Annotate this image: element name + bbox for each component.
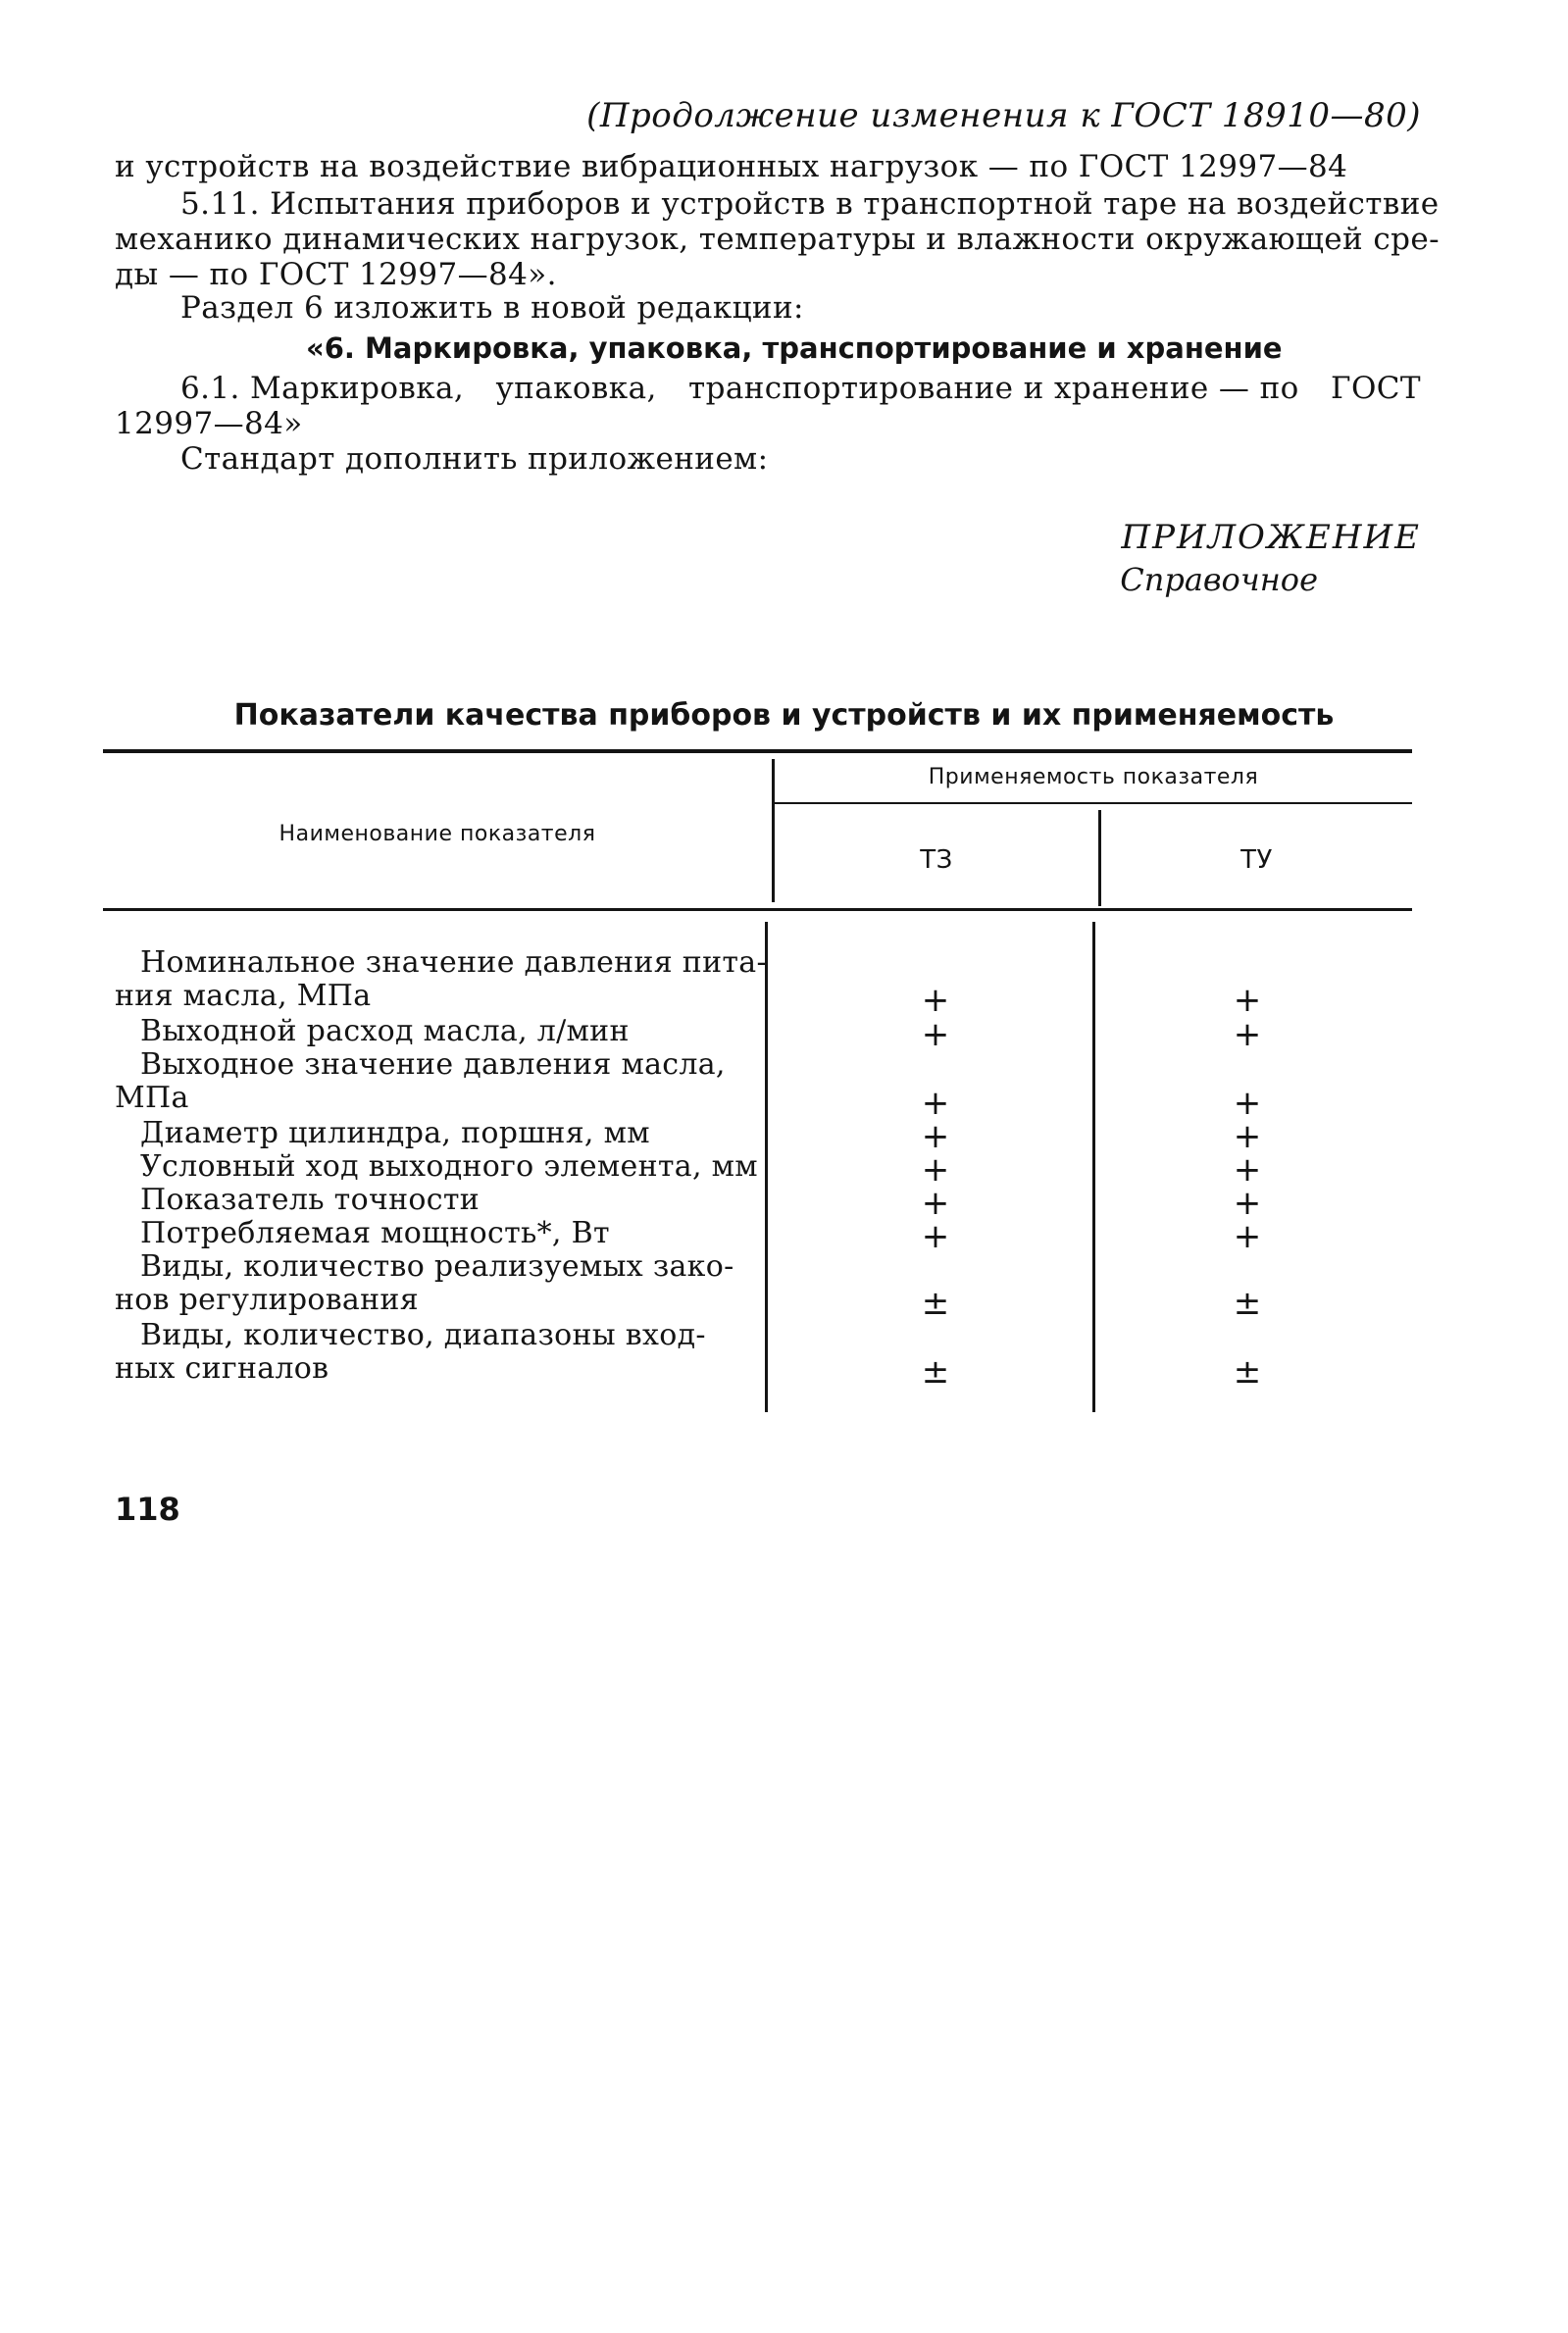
- row-5-tu-mark: +: [1233, 1150, 1262, 1190]
- body-line-8: Стандарт дополнить приложением:: [180, 441, 769, 477]
- row-9-line-1: Виды, количество, диапазоны вход-: [140, 1318, 706, 1352]
- table-title: Показатели качества приборов и устройств и их применяемость: [233, 698, 1335, 733]
- body-line-3: механико динамических нагрузок, температуры и влажности окружающей сре-: [115, 222, 1440, 257]
- body-vertical-divider-2: [1092, 922, 1095, 1412]
- body-line-7: 12997—84»: [115, 406, 303, 441]
- continuation-note: (Продолжение изменения к ГОСТ 18910—80): [586, 96, 1421, 135]
- body-line-4: ды — по ГОСТ 12997—84».: [115, 257, 557, 292]
- row-9-line-2: ных сигналов: [115, 1351, 329, 1386]
- row-5-line-1: Условный ход выходного элемента, мм: [140, 1149, 758, 1184]
- appendix-title: ПРИЛОЖЕНИЕ: [1121, 518, 1421, 557]
- row-6-tz-mark: +: [921, 1184, 950, 1223]
- row-1-tu-mark: +: [1233, 981, 1262, 1020]
- body-line-5: Раздел 6 изложить в новой редакции:: [180, 290, 804, 326]
- body-line-6-part-4: ГОСТ: [1331, 371, 1421, 406]
- table-top-rule: [103, 749, 1412, 753]
- row-1-line-1: Номинальное значение давления пита-: [140, 945, 767, 980]
- section-heading: «6. Маркировка, упаковка, транспортирование и хранение: [306, 331, 1283, 365]
- row-6-tu-mark: +: [1233, 1184, 1262, 1223]
- row-3-line-1: Выходное значение давления масла,: [140, 1047, 726, 1082]
- body-line-6-part-2: упаковка,: [495, 371, 657, 406]
- row-8-line-2: нов регулирования: [115, 1283, 419, 1317]
- row-4-tu-mark: +: [1233, 1117, 1262, 1156]
- header-col-tz: ТЗ: [920, 845, 953, 875]
- header-col-tu: ТУ: [1240, 845, 1273, 875]
- row-8-tu-mark: ±: [1233, 1284, 1262, 1323]
- page-number: 118: [115, 1491, 180, 1528]
- row-9-tu-mark: ±: [1233, 1352, 1262, 1392]
- row-2-line-1: Выходной расход масла, л/мин: [140, 1014, 630, 1048]
- body-line-6-part-1: 6.1. Маркировка,: [180, 371, 465, 406]
- header-name-column: Наименование показателя: [278, 822, 596, 846]
- row-1-line-2: ния масла, МПа: [115, 979, 372, 1013]
- body-line-6: [180, 371, 1421, 406]
- body-line-2: 5.11. Испытания приборов и устройств в транспортной таре на воздействие: [180, 186, 1440, 222]
- row-3-tu-mark: +: [1233, 1084, 1262, 1123]
- header-group-rule: [775, 802, 1412, 804]
- row-7-tu-mark: +: [1233, 1217, 1262, 1256]
- header-applicability-group: Применяемость показателя: [928, 765, 1259, 789]
- body-line-6-part-3: транспортирование и хранение — по: [688, 371, 1299, 406]
- row-8-line-1: Виды, количество реализуемых зако-: [140, 1249, 734, 1284]
- row-4-line-1: Диаметр цилиндра, поршня, мм: [140, 1116, 650, 1150]
- appendix-subtitle: Справочное: [1120, 561, 1318, 598]
- header-bottom-rule: [103, 908, 1412, 911]
- row-7-tz-mark: +: [921, 1217, 950, 1256]
- row-4-tz-mark: +: [921, 1117, 950, 1156]
- body-vertical-divider-1: [765, 922, 768, 1412]
- row-1-tz-mark: +: [921, 981, 950, 1020]
- row-7-line-1: Потребляемая мощность*, Вт: [140, 1216, 610, 1250]
- row-2-tu-mark: +: [1233, 1015, 1262, 1054]
- body-line-1: и устройств на воздействие вибрационных нагрузок — по ГОСТ 12997—84: [115, 149, 1348, 184]
- row-9-tz-mark: ±: [921, 1352, 950, 1392]
- row-3-tz-mark: +: [921, 1084, 950, 1123]
- row-3-line-2: МПа: [115, 1081, 189, 1115]
- row-5-tz-mark: +: [921, 1150, 950, 1190]
- row-8-tz-mark: ±: [921, 1284, 950, 1323]
- row-2-tz-mark: +: [921, 1015, 950, 1054]
- row-6-line-1: Показатель точности: [140, 1183, 481, 1217]
